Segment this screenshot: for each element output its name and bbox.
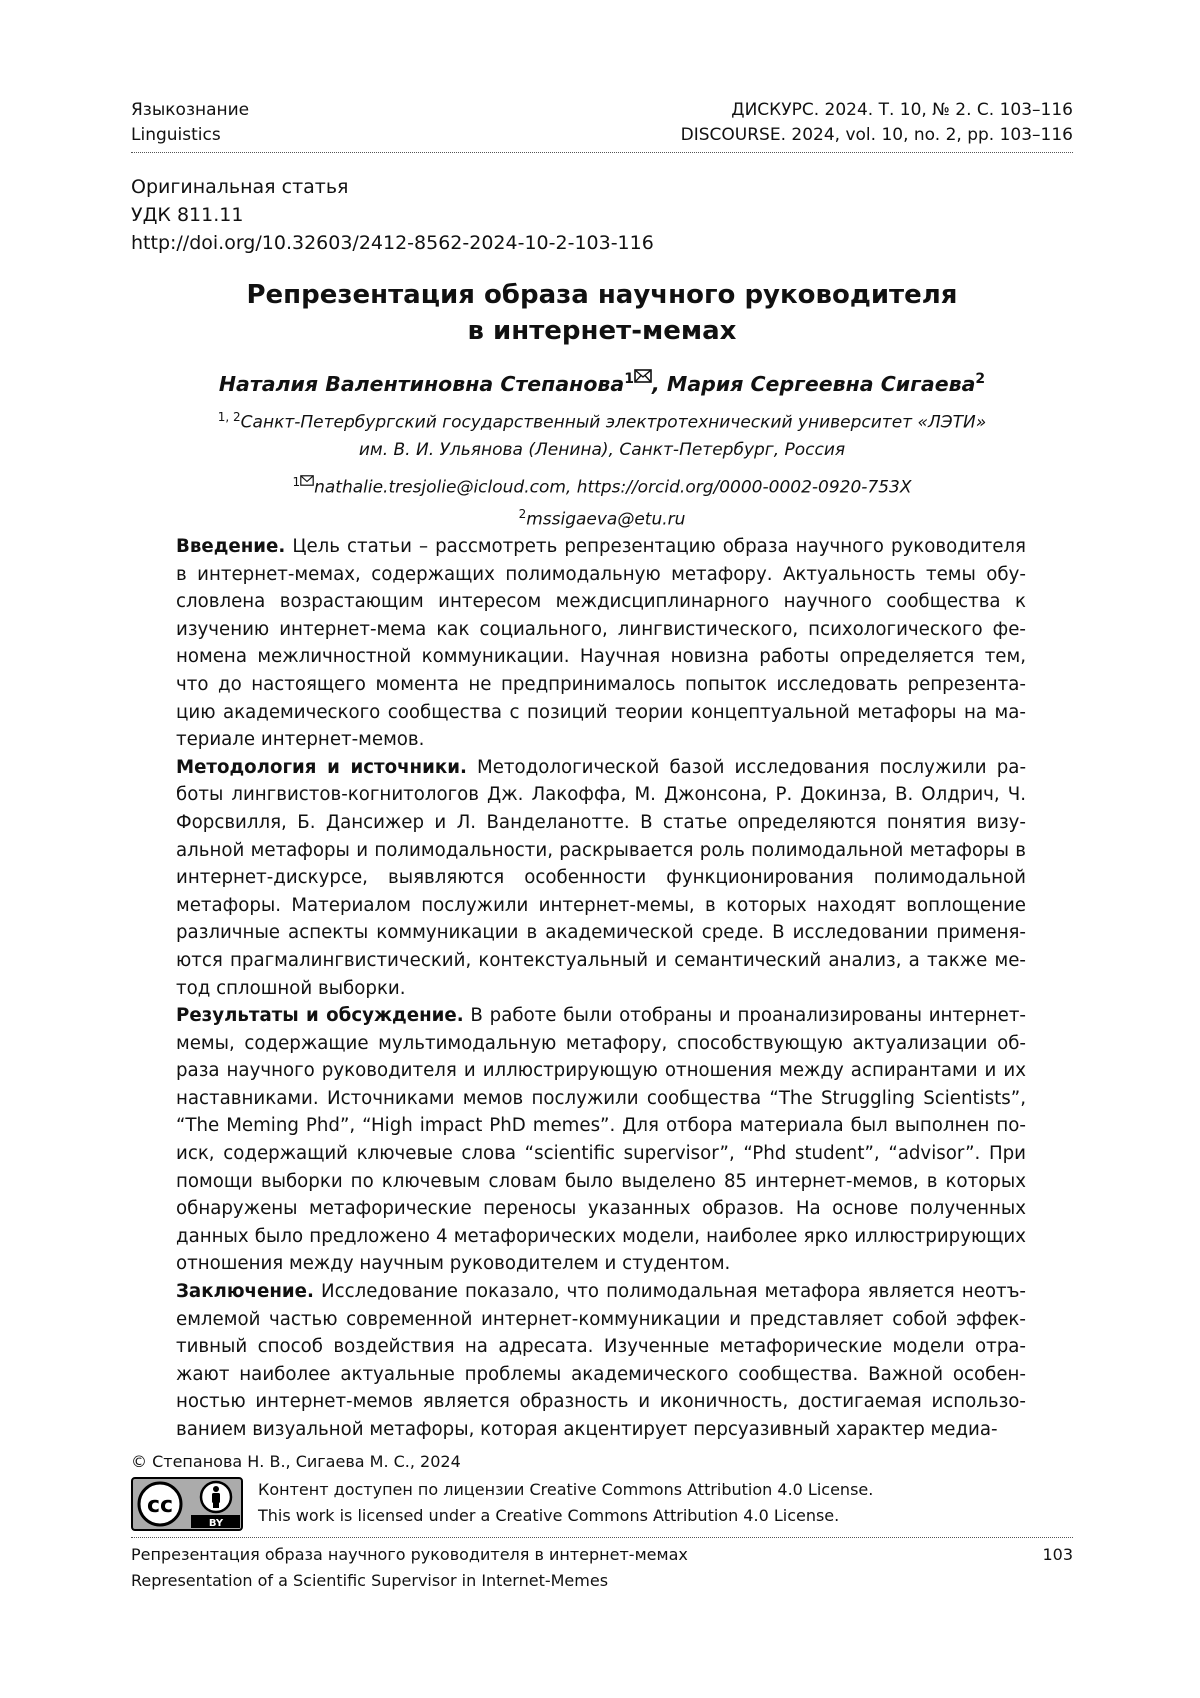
header-divider bbox=[131, 152, 1073, 153]
envelope-icon bbox=[300, 475, 314, 489]
abstract bbox=[176, 533, 1026, 1444]
authors-line bbox=[131, 364, 1073, 399]
results-label: Результаты и обсуждение. bbox=[176, 1005, 464, 1027]
results-text: В работе были отобраны и проанализированы интернет-мемы, содержащие мультимодальную метафору, способствующую актуализации образа научного руководителя и иллюстрирующую отношения между аспирантами и их наставниками. Источниками мемов послужили сообщества “The Struggling Scientists”, “The Meming Phd”, “High impact PhD memes”. Для отбора материала был выполнен поиск, содержащий ключевые слова “scientific supervisor”, “Phd student”, “advisor”. При помощи выборки по ключевым словам было выделено 85 интернет-мемов, в которых обнаружены метафорические переносы указанных образов. На основе полученных данных было предложено 4 метафорических модели, наиболее ярко иллюстрирующих отношения между научным руководителем и студентом. bbox=[176, 1005, 1026, 1275]
title-line-2: в интернет-мемах bbox=[467, 316, 737, 346]
running-footer bbox=[131, 1542, 688, 1594]
udc-code: УДК 811.11 bbox=[131, 204, 244, 226]
page-number: 103 bbox=[1042, 1545, 1073, 1564]
journal-en: DISCOURSE. 2024, vol. 10, no. 2, pp. 103–116 bbox=[680, 125, 1073, 145]
section-en: Linguistics bbox=[131, 125, 221, 145]
abstract-results bbox=[176, 1002, 1026, 1278]
methods-label: Методология и источники. bbox=[176, 756, 467, 778]
conclusion-text: Исследование показало, что полимодальная метафора является неотъемлемой частью современной интернет-коммуникации и представляет собой эффективный способ воздействия на адресата. Изученные метафорические модели отражают наиболее актуальные проблемы академического сообщества. Важной особенностью интернет-мемов является образность и иконичность, достигаемая использованием визуальной метафоры, которая акцентирует персуазивный характер медиа- bbox=[176, 1281, 1026, 1440]
section-ru: Языкознание bbox=[131, 100, 250, 120]
methods-text: Методологической базой исследования послужили работы лингвистов-когнитологов Дж. Лакоффа, М. Джонсона, Р. Докинза, В. Олдрич, Ч. Форсвилля, Б. Дансижер и Л. Ванделанотте. В статье определяются понятия визуальной метафоры и полимодальности, раскрывается роль полимодальной метафоры в интернет-дискурсе, выявляются особенности функционирования полимодальной метафоры. Материалом послужили интернет-мемы, в которых находят воплощение различные аспекты коммуникации в академической среде. В исследовании применяются прагмалингвистический, контекстуальный и семантический анализ, а также метод сплошной выборки. bbox=[176, 756, 1027, 999]
article-meta bbox=[131, 173, 654, 257]
author-2-mark: 2 bbox=[975, 371, 986, 387]
doi-link[interactable]: http://doi.org/10.32603/2412-8562-2024-10-2-103-116 bbox=[131, 232, 654, 254]
article-title bbox=[131, 277, 1073, 349]
footer-title-en: Representation of a Scientific Supervisor in Internet-Memes bbox=[131, 1571, 609, 1590]
affiliation-block bbox=[131, 404, 1073, 534]
by-badge-text: BY bbox=[208, 1518, 224, 1529]
envelope-icon bbox=[634, 371, 652, 387]
copyright: © Степанова Н. В., Сигаева М. С., 2024 bbox=[131, 1452, 461, 1471]
contact-2-mark: 2 bbox=[518, 507, 527, 522]
footer-title-ru: Репрезентация образа научного руководителя в интернет-мемах bbox=[131, 1545, 688, 1564]
running-header-journal bbox=[681, 98, 1073, 148]
author-1-mark: 1 bbox=[624, 371, 634, 387]
article-type: Оригинальная статья bbox=[131, 176, 349, 198]
license-en: This work is licensed under a Creative Commons Attribution 4.0 License. bbox=[258, 1506, 840, 1525]
abstract-introduction bbox=[176, 533, 1026, 754]
introduction-text: Цель статьи – рассмотреть репрезентацию образа научного руководителя в интернет-мемах, содержащих полимодальную метафору. Актуальность темы обусловлена возрастающим интересом междисциплинарного научного сообщества к изучению интернет-мема как социального, лингвистического, психологического феномена межличностной коммуникации. Научная новизна работы определяется тем, что до настоящего момента не предпринималось попыток исследовать репрезентацию академического сообщества с позиций теории концептуальной метафоры на материале интернет-мемов. bbox=[176, 536, 1026, 751]
authors-separator: , bbox=[651, 371, 667, 396]
license-ru: Контент доступен по лицензии Creative Commons Attribution 4.0 License. bbox=[258, 1480, 874, 1499]
journal-ru: ДИСКУРС. 2024. Т. 10, № 2. С. 103–116 bbox=[731, 100, 1073, 120]
abstract-conclusion bbox=[176, 1278, 1026, 1444]
affiliation-line-2: им. В. И. Ульянова (Ленина), Санкт-Петербург, Россия bbox=[358, 439, 846, 460]
title-line-1: Репрезентация образа научного руководителя bbox=[246, 280, 958, 310]
abstract-methods bbox=[176, 754, 1026, 1002]
contact-2[interactable]: mssigaeva@etu.ru bbox=[526, 509, 686, 530]
conclusion-label: Заключение. bbox=[176, 1281, 314, 1303]
author-1-name: Наталия Валентиновна Степанова bbox=[218, 371, 625, 396]
footer-divider bbox=[131, 1537, 1073, 1538]
affiliation-line-1: Санкт-Петербургский государственный электротехнический университет «ЛЭТИ» bbox=[240, 412, 987, 433]
person-icon bbox=[213, 1486, 219, 1492]
cc-by-license-badge[interactable] bbox=[131, 1477, 243, 1531]
cc-badge-text: cc bbox=[146, 1493, 174, 1518]
introduction-label: Введение. bbox=[176, 536, 286, 557]
contact-1-mark: 1 bbox=[292, 474, 301, 489]
contact-1[interactable]: nathalie.tresjolie@icloud.com, https://orcid.org/0000-0002-0920-753X bbox=[314, 477, 912, 498]
affiliation-marks: 1, 2 bbox=[217, 410, 241, 424]
author-2-name: Мария Сергеевна Сигаева bbox=[666, 371, 976, 396]
license-text bbox=[258, 1477, 873, 1529]
running-header-section bbox=[131, 98, 249, 148]
